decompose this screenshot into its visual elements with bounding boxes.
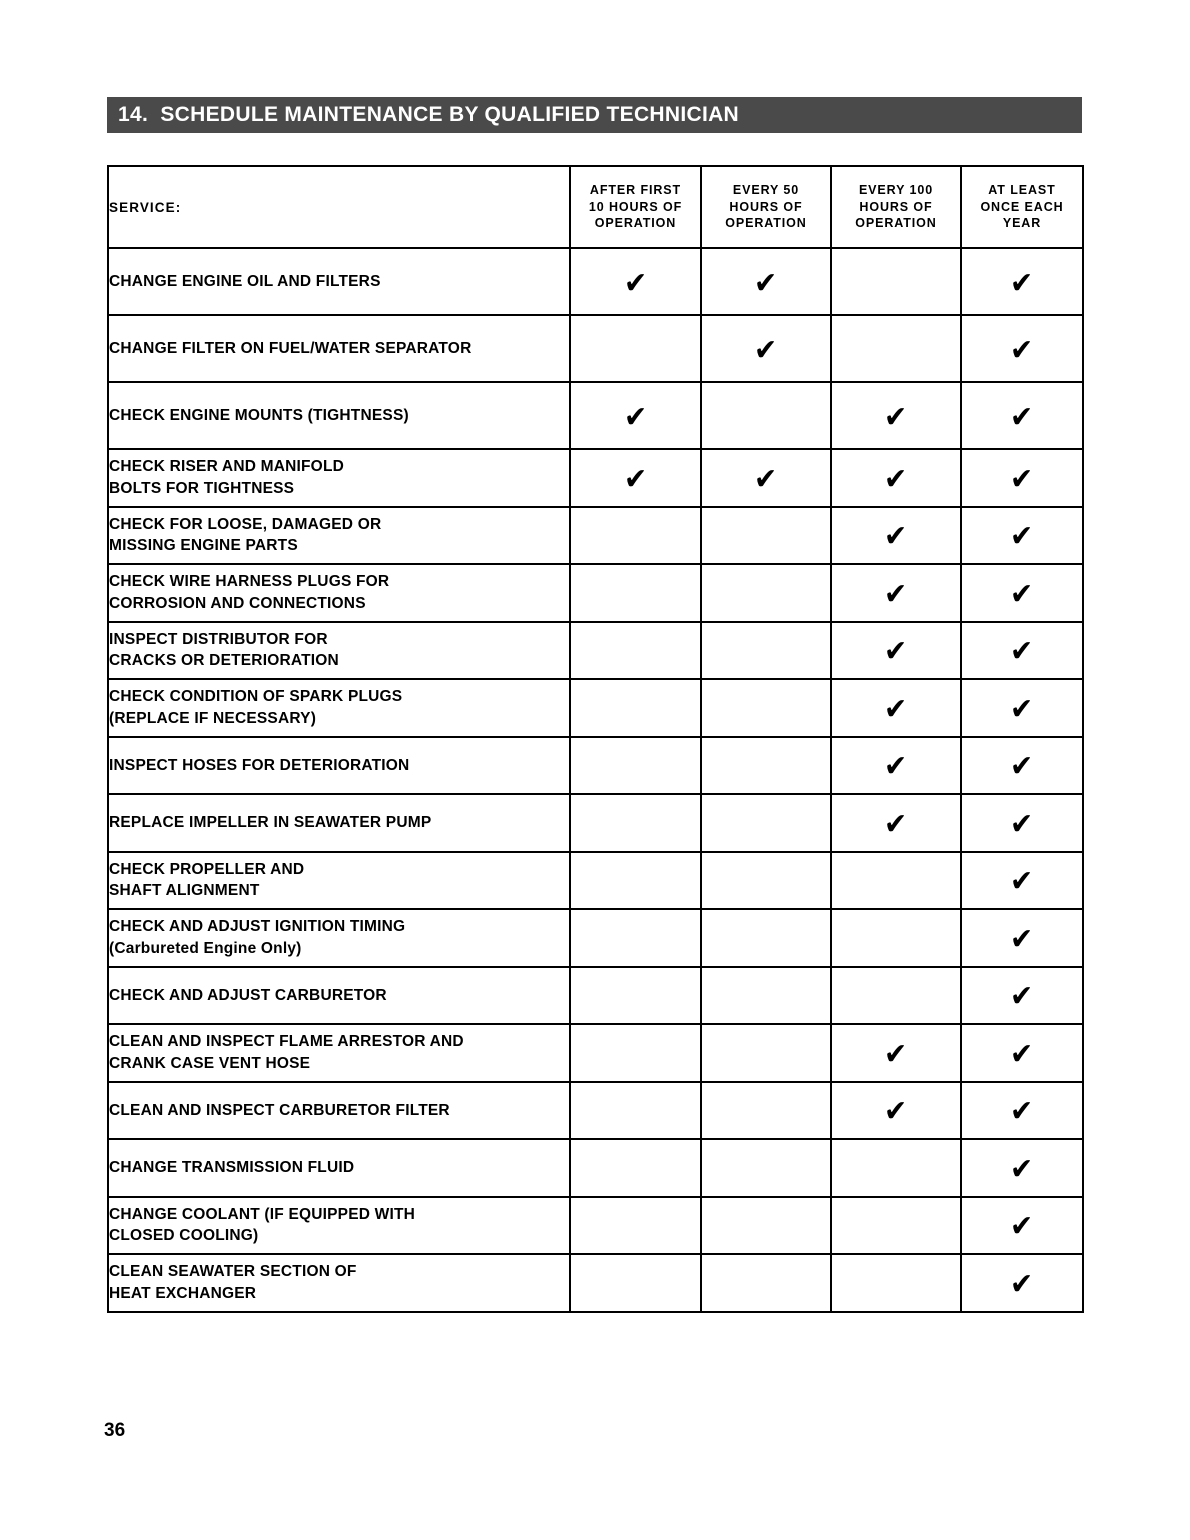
service-name-line: CLEAN SEAWATER SECTION OF [109, 1263, 357, 1281]
service-name-line: MISSING ENGINE PARTS [109, 537, 298, 555]
empty-interval-cell [570, 1254, 701, 1312]
checkmark-icon: ✔ [1010, 806, 1034, 842]
checkmark-cell [831, 1082, 961, 1140]
checkmark-icon: ✔ [1010, 634, 1034, 670]
checkmark-icon: ✔ [754, 461, 778, 497]
empty-interval-cell [570, 622, 701, 680]
column-header-line: EVERY 100 [858, 182, 934, 197]
checkmark-cell [961, 622, 1083, 680]
service-name-cell [108, 1024, 570, 1082]
service-name-line: CRACKS OR DETERIORATION [109, 652, 339, 670]
checkmark-icon: ✔ [1010, 691, 1034, 727]
checkmark-icon: ✔ [1010, 864, 1034, 900]
empty-interval-cell [570, 794, 701, 852]
table-row [108, 852, 1083, 910]
checkmark-cell [961, 1139, 1083, 1197]
checkmark-icon: ✔ [1010, 1151, 1034, 1187]
service-name-line: CLEAN AND INSPECT CARBURETOR FILTER [109, 1101, 450, 1119]
checkmark-icon: ✔ [1010, 979, 1034, 1015]
service-name-line: CHANGE TRANSMISSION FLUID [109, 1159, 355, 1177]
service-name-cell [108, 794, 570, 852]
service-name-cell [108, 967, 570, 1025]
column-header-at-least-once-each-year [961, 166, 1083, 248]
column-header-line: EVERY 50 [732, 182, 800, 197]
empty-interval-cell [831, 852, 961, 910]
column-header-line: OPERATION [855, 216, 937, 231]
table-row [108, 909, 1083, 967]
service-name-line: HEAT EXCHANGER [109, 1284, 257, 1302]
empty-interval-cell [570, 315, 701, 382]
column-header-line: ONCE EACH [980, 199, 1064, 214]
checkmark-cell [961, 564, 1083, 622]
checkmark-icon: ✔ [884, 691, 908, 727]
column-header-line: HOURS OF [729, 199, 803, 214]
checkmark-cell [961, 909, 1083, 967]
column-header-line: AT LEAST [988, 182, 1056, 197]
checkmark-cell [961, 382, 1083, 449]
table-row [108, 679, 1083, 737]
table-row [108, 382, 1083, 449]
table-row [108, 248, 1083, 315]
empty-interval-cell [701, 1082, 831, 1140]
section-header-bar [107, 97, 1082, 133]
checkmark-cell [961, 794, 1083, 852]
checkmark-cell [570, 382, 701, 449]
empty-interval-cell [570, 909, 701, 967]
table-row [108, 1024, 1083, 1082]
checkmark-icon: ✔ [884, 749, 908, 785]
empty-interval-cell [831, 315, 961, 382]
checkmark-cell [831, 679, 961, 737]
checkmark-cell [961, 852, 1083, 910]
table-body [108, 248, 1083, 1312]
empty-interval-cell [831, 1254, 961, 1312]
service-name-cell [108, 737, 570, 795]
service-name-line: CLOSED COOLING) [109, 1227, 259, 1245]
service-name-cell [108, 248, 570, 315]
empty-interval-cell [570, 564, 701, 622]
service-name-line: CHECK RISER AND MANIFOLD [109, 458, 344, 476]
service-name-line: CHECK AND ADJUST IGNITION TIMING [109, 918, 406, 936]
checkmark-cell [570, 248, 701, 315]
service-name-line: SHAFT ALIGNMENT [109, 882, 260, 900]
checkmark-cell [831, 1024, 961, 1082]
empty-interval-cell [701, 382, 831, 449]
checkmark-cell [831, 794, 961, 852]
checkmark-cell [831, 737, 961, 795]
empty-interval-cell [570, 1024, 701, 1082]
checkmark-cell [570, 449, 701, 507]
table-row [108, 622, 1083, 680]
service-name-line: CHECK FOR LOOSE, DAMAGED OR [109, 515, 382, 533]
service-name-line: CHANGE FILTER ON FUEL/WATER SEPARATOR [109, 339, 472, 357]
service-name-line: CORROSION AND CONNECTIONS [109, 594, 366, 612]
checkmark-icon: ✔ [1010, 461, 1034, 497]
service-name-cell [108, 1197, 570, 1255]
checkmark-icon: ✔ [1010, 1036, 1034, 1072]
table-row [108, 1082, 1083, 1140]
checkmark-cell [961, 507, 1083, 565]
empty-interval-cell [701, 1254, 831, 1312]
column-header-service: SERVICE: [108, 166, 570, 248]
service-name-cell [108, 622, 570, 680]
column-header-every-50-hours [701, 166, 831, 248]
empty-interval-cell [831, 248, 961, 315]
service-name-cell [108, 1082, 570, 1140]
table-row [108, 967, 1083, 1025]
checkmark-cell [961, 315, 1083, 382]
service-name-line: CHECK WIRE HARNESS PLUGS FOR [109, 573, 390, 591]
checkmark-cell [701, 248, 831, 315]
checkmark-cell [961, 449, 1083, 507]
table-row [108, 737, 1083, 795]
service-name-cell [108, 852, 570, 910]
checkmark-icon: ✔ [1010, 519, 1034, 555]
column-header-line: AFTER FIRST [589, 182, 682, 197]
table-row [108, 794, 1083, 852]
empty-interval-cell [701, 564, 831, 622]
service-name-line: CHECK PROPELLER AND [109, 860, 305, 878]
empty-interval-cell [701, 852, 831, 910]
service-name-cell [108, 507, 570, 565]
service-name-line: (REPLACE IF NECESSARY) [109, 709, 317, 727]
checkmark-cell [961, 1197, 1083, 1255]
checkmark-icon: ✔ [1010, 749, 1034, 785]
column-header-line: HOURS OF [859, 199, 933, 214]
service-name-cell [108, 1254, 570, 1312]
service-name-line: CHECK AND ADJUST CARBURETOR [109, 986, 387, 1004]
service-name-line: BOLTS FOR TIGHTNESS [109, 479, 295, 497]
column-header-line: OPERATION [725, 216, 807, 231]
empty-interval-cell [701, 794, 831, 852]
page-number: 36 [104, 1420, 126, 1441]
service-name-cell [108, 449, 570, 507]
table-row [108, 315, 1083, 382]
empty-interval-cell [701, 622, 831, 680]
empty-interval-cell [831, 1197, 961, 1255]
empty-interval-cell [701, 679, 831, 737]
empty-interval-cell [701, 737, 831, 795]
empty-interval-cell [570, 507, 701, 565]
checkmark-icon: ✔ [1010, 1266, 1034, 1302]
service-name-line: CHECK CONDITION OF SPARK PLUGS [109, 688, 403, 706]
section-title: 14. SCHEDULE MAINTENANCE BY QUALIFIED TECHNICIAN [118, 103, 740, 126]
empty-interval-cell [570, 852, 701, 910]
empty-interval-cell [701, 967, 831, 1025]
table-row [108, 564, 1083, 622]
empty-interval-cell [570, 1082, 701, 1140]
checkmark-icon: ✔ [1010, 265, 1034, 301]
checkmark-cell [831, 622, 961, 680]
service-name-line: CHECK ENGINE MOUNTS (TIGHTNESS) [109, 406, 409, 424]
checkmark-icon: ✔ [884, 1094, 908, 1130]
table-row [108, 1197, 1083, 1255]
checkmark-icon: ✔ [884, 806, 908, 842]
checkmark-cell [831, 382, 961, 449]
table-row [108, 1139, 1083, 1197]
checkmark-cell [831, 564, 961, 622]
column-header-every-100-hours [831, 166, 961, 248]
service-name-cell [108, 909, 570, 967]
checkmark-cell [961, 248, 1083, 315]
service-name-line: INSPECT DISTRIBUTOR FOR [109, 630, 328, 648]
empty-interval-cell [701, 1024, 831, 1082]
checkmark-icon: ✔ [623, 399, 648, 435]
checkmark-cell [961, 1254, 1083, 1312]
checkmark-icon: ✔ [884, 461, 908, 497]
column-header-line: YEAR [1002, 216, 1042, 231]
empty-interval-cell [831, 909, 961, 967]
empty-interval-cell [701, 507, 831, 565]
table-row [108, 449, 1083, 507]
table-row [108, 1254, 1083, 1312]
service-name-line: INSPECT HOSES FOR DETERIORATION [109, 756, 410, 774]
checkmark-icon: ✔ [1010, 576, 1034, 612]
checkmark-icon: ✔ [623, 461, 648, 497]
empty-interval-cell [701, 909, 831, 967]
empty-interval-cell [831, 1139, 961, 1197]
empty-interval-cell [570, 967, 701, 1025]
maintenance-schedule-table [107, 165, 1084, 1313]
empty-interval-cell [701, 1139, 831, 1197]
checkmark-icon: ✔ [1010, 1209, 1034, 1245]
checkmark-icon: ✔ [1010, 399, 1034, 435]
checkmark-icon: ✔ [1010, 332, 1034, 368]
checkmark-cell [961, 1024, 1083, 1082]
checkmark-cell [701, 315, 831, 382]
service-name-line: CHANGE ENGINE OIL AND FILTERS [109, 272, 381, 290]
checkmark-icon: ✔ [623, 265, 648, 301]
checkmark-icon: ✔ [884, 519, 908, 555]
empty-interval-cell [701, 1197, 831, 1255]
checkmark-icon: ✔ [884, 634, 908, 670]
column-header-after-first-10-hours [570, 166, 701, 248]
checkmark-cell [831, 449, 961, 507]
empty-interval-cell [831, 967, 961, 1025]
service-name-cell [108, 315, 570, 382]
service-name-line: REPLACE IMPELLER IN SEAWATER PUMP [109, 814, 432, 832]
service-name-line: CRANK CASE VENT HOSE [109, 1054, 311, 1072]
column-header-line: 10 HOURS OF [588, 199, 683, 214]
checkmark-cell [961, 679, 1083, 737]
checkmark-icon: ✔ [754, 265, 778, 301]
checkmark-cell [961, 1082, 1083, 1140]
service-name-cell [108, 679, 570, 737]
table-header-row [108, 166, 1083, 248]
empty-interval-cell [570, 1139, 701, 1197]
column-header-line: OPERATION [594, 216, 677, 231]
checkmark-icon: ✔ [884, 399, 908, 435]
service-name-cell [108, 382, 570, 449]
service-name-cell [108, 1139, 570, 1197]
checkmark-cell [961, 967, 1083, 1025]
checkmark-icon: ✔ [754, 332, 778, 368]
checkmark-icon: ✔ [1010, 921, 1034, 957]
empty-interval-cell [570, 679, 701, 737]
empty-interval-cell [570, 737, 701, 795]
empty-interval-cell [570, 1197, 701, 1255]
service-name-cell [108, 564, 570, 622]
service-name-line: CHANGE COOLANT (IF EQUIPPED WITH [109, 1205, 416, 1223]
checkmark-cell [701, 449, 831, 507]
service-name-line: (Carbureted Engine Only) [109, 939, 302, 957]
table-header [108, 166, 1083, 248]
table-row [108, 507, 1083, 565]
checkmark-cell [961, 737, 1083, 795]
checkmark-icon: ✔ [884, 576, 908, 612]
checkmark-cell [831, 507, 961, 565]
service-name-line: CLEAN AND INSPECT FLAME ARRESTOR AND [109, 1033, 464, 1051]
checkmark-icon: ✔ [1010, 1094, 1034, 1130]
checkmark-icon: ✔ [884, 1036, 908, 1072]
